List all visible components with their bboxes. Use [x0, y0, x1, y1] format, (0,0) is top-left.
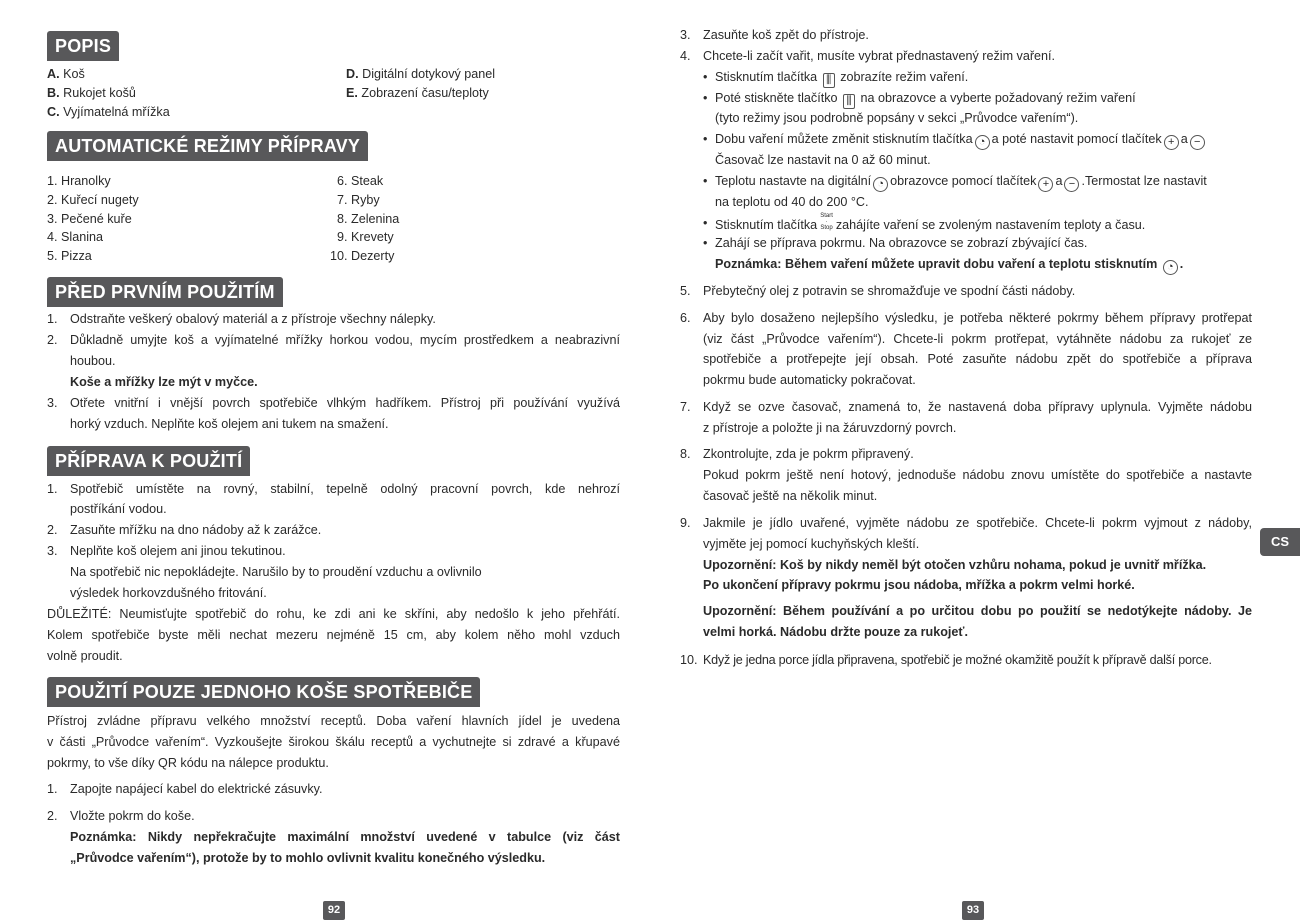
bullet-item: • Stisknutím tlačítka ⫼ zobrazíte režim vaření.	[715, 67, 968, 88]
step-text: houbou.	[70, 354, 116, 368]
section-heading-popis: POPIS	[47, 31, 119, 59]
step-text: Zkontrolujte, zda je pokrm připravený.	[703, 447, 914, 461]
step-note: Koše a mřížky lze mýt v myčce.	[70, 375, 258, 389]
paragraph: pokrmy, to vše díky QR kódu na nálepce produktu.	[47, 756, 329, 770]
paragraph: Přístroj zvládne přípravu velkého množství receptů. Doba vaření hlavních jídel je uvedena	[47, 714, 620, 728]
list-number: 10.	[680, 653, 698, 667]
step-text: Na spotřebič nic nepokládejte. Narušilo by to proudění vzduchu a ovlivnilo	[70, 565, 482, 579]
language-tab: CS	[1260, 528, 1300, 556]
timer-temp-icon: ◔	[873, 177, 888, 192]
bullet-item-cont: Časovač lze nastavit na 0 až 60 minut.	[715, 153, 931, 167]
important-text: DŮLEŽITÉ: Neumisťujte spotřebič do rohu, ke zdi ani ke skříni, aby nedošlo k jeho přehřátí.	[47, 607, 620, 621]
mode-item: 7. Ryby	[337, 193, 380, 207]
step-text: spotřebiče a protřepejte její obsah. Poté zasuňte nádobu zpět do spotřebiče a příprava	[703, 352, 1252, 366]
step-text: z přístroje a položte ji na žáruvzdorný povrch.	[703, 421, 957, 435]
bullet-item: • Zahájí se příprava pokrmu. Na obrazovce se zobrazí zbývající čas.	[715, 233, 1087, 254]
step-text: horký vzduch. Neplňte koš olejem ani tukem na smažení.	[70, 417, 389, 431]
mode-item: 9. Krevety	[337, 230, 394, 244]
important-text: volně proudit.	[47, 649, 123, 663]
step-text: Když je jedna porce jídla připravena, spotřebič je možné okamžitě použít k přípravě další porce.	[703, 653, 1212, 667]
list-number: 1.	[47, 312, 58, 326]
list-number: 8.	[680, 447, 691, 461]
step-note: „Průvodce vařením“), protože by to mohlo ovlivnit kvalitu konečného výsledku.	[70, 851, 546, 865]
part-b: B. Rukojet košů	[47, 86, 136, 100]
bullet-item: • Dobu vaření můžete změnit stisknutím tlačítka ◔ a poté nastavit pomocí tlačítek + a −	[715, 129, 1207, 150]
step-text: Neplňte koš olejem ani jinou tekutinou.	[70, 544, 286, 558]
step-text: postříkání vodou.	[70, 502, 167, 516]
paragraph: v části „Průvodce vařením“. Vyzkoušejte širokou škálu receptů a vychutnejte si zdravé a křupavé	[47, 735, 620, 749]
step-text: Zasuňte koš zpět do přístroje.	[703, 28, 869, 42]
menu-button-icon: ⫼	[823, 73, 835, 88]
warning: Upozornění: Koš by nikdy neměl být otočen vzhůru nohama, pokud je uvnitř mřížka.	[703, 558, 1207, 572]
mode-item: 10. Dezerty	[330, 249, 395, 263]
step-text: Zasuňte mřížku na dno nádoby až k zarážce.	[70, 523, 322, 537]
step-text: (viz část „Průvodce vařením“). Chcete-li pokrm protřepat, vytáhněte nádobu za rukojeť ze	[703, 332, 1252, 346]
mode-item: 1. Hranolky	[47, 174, 111, 188]
step-text: Důkladně umyjte koš a vyjímatelné mřížky horkou vodou, mycím prostředkem a neabrazivní	[70, 333, 620, 347]
part-c: C. Vyjímatelná mřížka	[47, 105, 170, 119]
list-number: 9.	[680, 516, 691, 530]
step-text: Chcete-li začít vařit, musíte vybrat přednastavený režim vaření.	[703, 49, 1056, 63]
step-text: Vložte pokrm do koše.	[70, 809, 195, 823]
list-number: 4.	[680, 49, 691, 63]
warning: Po ukončení přípravy pokrmu jsou nádoba, mřížka a pokrm velmi horké.	[703, 578, 1135, 592]
mode-item: 4. Slanina	[47, 230, 104, 244]
part-a: A. Koš	[47, 67, 85, 81]
step-text: Jakmile je jídlo uvařené, vyjměte nádobu ze spotřebiče. Chcete-li pokrm vyjmout z nádoby,	[703, 516, 1252, 530]
step-note: Poznámka: Nikdy nepřekračujte maximální množství uvedené v tabulce (viz část	[70, 830, 620, 844]
bullet-item-cont: na teplotu od 40 do 200 °C.	[715, 195, 869, 209]
menu-button-icon: ⫼	[843, 94, 855, 109]
list-number: 3.	[47, 544, 58, 558]
step-text: Otřete vnitřní i vnější povrch spotřebiče vlhkým hadříkem. Přístroj při používání využívá	[70, 396, 620, 410]
mode-item: 8. Zelenina	[337, 212, 400, 226]
section-heading-before-first-use: PŘED PRVNÍM POUŽITÍM	[47, 277, 283, 305]
section-heading-modes: AUTOMATICKÉ REŽIMY PŘÍPRAVY	[47, 131, 368, 159]
plus-icon: +	[1164, 135, 1179, 150]
step-text: Přebytečný olej z potravin se shromažďuje ve spodní části nádoby.	[703, 284, 1076, 298]
step-text: Aby bylo dosaženo nejlepšího výsledku, je potřeba některé pokrmy během přípravy protřepat	[703, 311, 1252, 325]
minus-icon: −	[1190, 135, 1205, 150]
bullet-item: • Stisknutím tlačítkaStart · Stop zahájíte vaření se zvoleným nastavením teploty a času.	[715, 213, 1145, 236]
step-text: Spotřebič umístěte na rovný, stabilní, tepelně odolný pracovní povrch, kde nehrozí	[70, 482, 620, 496]
bullet-item-cont: (tyto režimy jsou podrobně popsány v sekci „Průvodce vařením“).	[715, 111, 1079, 125]
warning: velmi horká. Nádobu držte pouze za rukojeť.	[703, 625, 968, 639]
part-d: D. Digitální dotykový panel	[346, 67, 496, 81]
step-text: Zapojte napájecí kabel do elektrické zásuvky.	[70, 782, 323, 796]
step-text: vyjměte jej pomocí kuchyňských kleští.	[703, 537, 920, 551]
minus-icon: −	[1064, 177, 1079, 192]
note: Poznámka: Během vaření můžete upravit dobu vaření a teplotu stisknutím ◔ .	[715, 257, 1184, 273]
plus-icon: +	[1038, 177, 1053, 192]
page-number-right: 93	[962, 901, 984, 920]
step-text: výsledek horkovzdušného fritování.	[70, 586, 267, 600]
list-number: 5.	[680, 284, 691, 298]
step-text: Pokud pokrm ještě není hotový, jednoduše nádobu znovu umístěte do spotřebiče a nastavte	[703, 468, 1252, 482]
step-text: časovač ještě na několik minut.	[703, 489, 878, 503]
list-number: 2.	[47, 523, 58, 537]
list-number: 7.	[680, 400, 691, 414]
list-number: 1.	[47, 482, 58, 496]
list-number: 2.	[47, 333, 58, 347]
timer-temp-icon: ◔	[1163, 260, 1178, 275]
mode-item: 3. Pečené kuře	[47, 212, 132, 226]
section-heading-preparation: PŘÍPRAVA K POUŽITÍ	[47, 446, 250, 474]
list-number: 1.	[47, 782, 58, 796]
list-number: 3.	[680, 28, 691, 42]
section-heading-single-basket: POUŽITÍ POUZE JEDNOHO KOŠE SPOTŘEBIČE	[47, 677, 480, 705]
important-text: Kolem spotřebiče byste měli nechat mezeru nejméně 15 cm, aby kolem něho mohl vzduch	[47, 628, 620, 642]
start-stop-icon: Start · Stop	[820, 213, 833, 231]
page-number-left: 92	[323, 901, 345, 920]
bullet-item: • Poté stiskněte tlačítko ⫼ na obrazovce a vyberte požadovaný režim vaření	[715, 88, 1136, 109]
mode-item: 6. Steak	[337, 174, 384, 188]
list-number: 6.	[680, 311, 691, 325]
step-text: Když se ozve časovač, znamená to, že nastavená doba přípravy uplynula. Vyjměte nádobu	[703, 400, 1252, 414]
bullet-item: • Teplotu nastavte na digitální ◔ obrazovce pomocí tlačítek + a − .Termostat lze nastavit	[715, 171, 1207, 192]
part-e: E. Zobrazení času/teploty	[346, 86, 489, 100]
list-number: 2.	[47, 809, 58, 823]
mode-item: 5. Pizza	[47, 249, 92, 263]
step-text: pokrmu bude automaticky pokračovat.	[703, 373, 916, 387]
list-number: 3.	[47, 396, 58, 410]
step-text: Odstraňte veškerý obalový materiál a z přístroje všechny nálepky.	[70, 312, 436, 326]
mode-item: 2. Kuřecí nugety	[47, 193, 139, 207]
timer-temp-icon: ◔	[975, 135, 990, 150]
warning: Upozornění: Během používání a po určitou dobu po použití se nedotýkejte nádoby. Je	[703, 604, 1252, 618]
